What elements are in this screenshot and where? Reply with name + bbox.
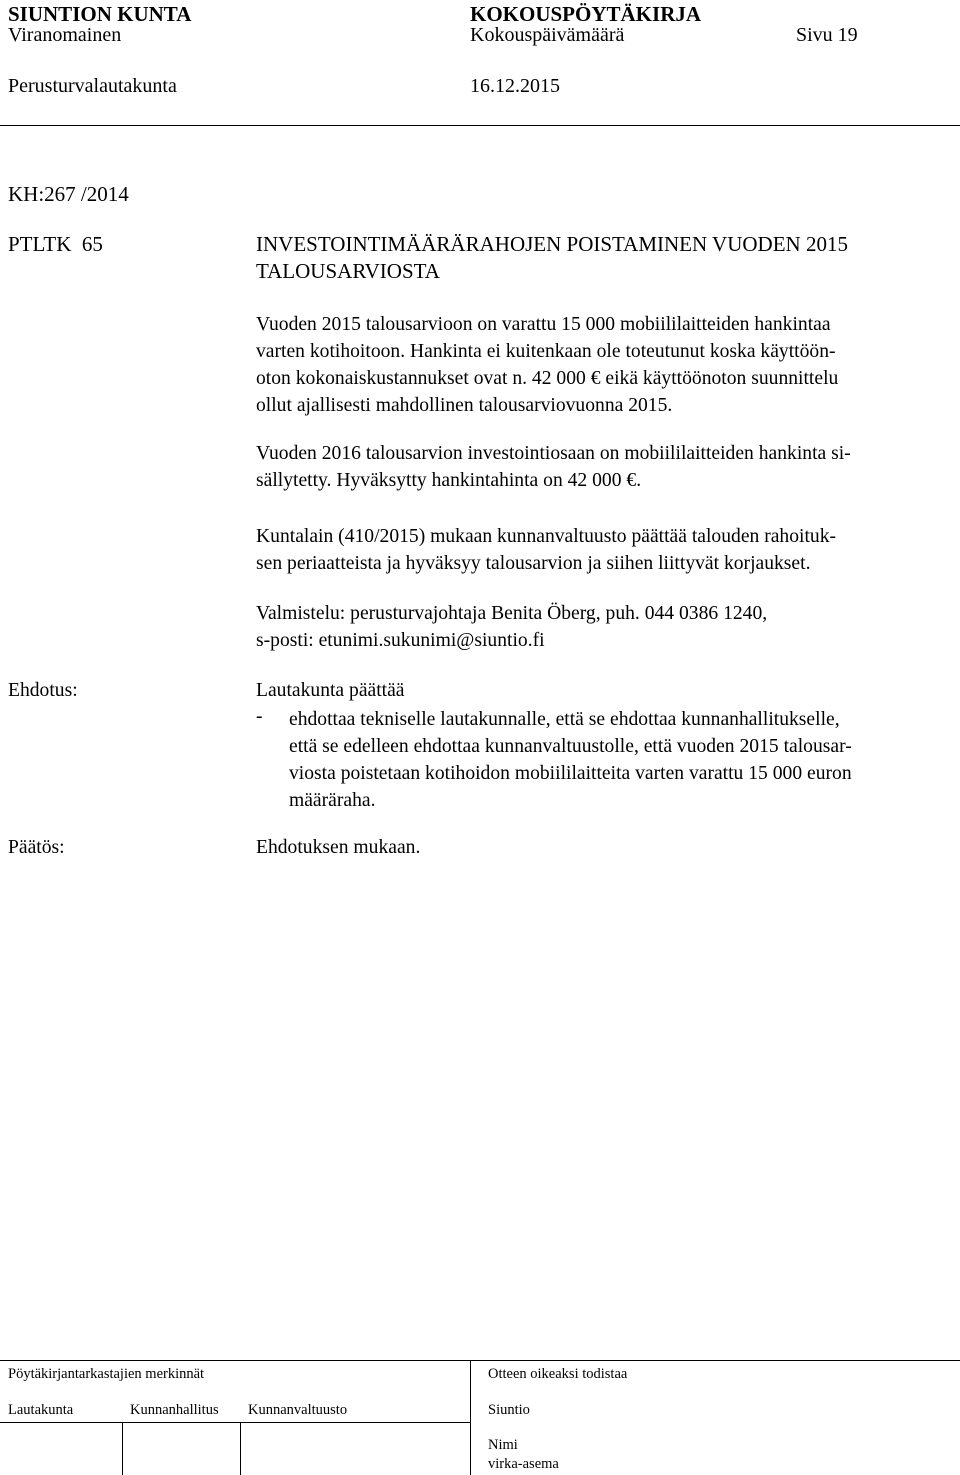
document-type: KOKOUSPÖYTÄKIRJA [470,2,702,26]
paragraph-line: sällytetty. Hyväksytty hankintahinta on 42 000 €. [256,470,642,491]
page-number: Sivu 19 [796,24,858,46]
proposal-line: ehdottaa tekniselle lautakunnalle, että se ehdottaa kunnanhallitukselle, [289,709,840,730]
paragraph-municipal-law [256,523,956,577]
header-divider [0,125,960,126]
decision-label: Päätös: [8,837,65,858]
case-title-line-2: TALOUSARVIOSTA [256,259,440,283]
footer-divider-2 [240,1422,241,1475]
proposal-label: Ehdotus: [8,680,78,701]
footer-place: Siuntio [488,1402,530,1418]
municipality-name: SIUNTION KUNTA [8,2,192,26]
footer-top-rule [0,1360,960,1361]
paragraph-preparation [256,600,956,654]
paragraph-line: oton kokonaiskustannukset ovat n. 42 000 € eikä käyttöönoton suunnittelu [256,368,839,389]
paragraph-background [256,311,956,419]
footer-divider-1 [122,1422,123,1475]
footer-col-council: Kunnanvaltuusto [248,1402,348,1418]
footer-position-label: virka-asema [488,1456,559,1472]
paragraph-line: Vuoden 2016 talousarvion investointiosaan on mobiililaitteiden hankinta si- [256,443,851,464]
footer-col-board: Lautakunta [8,1402,74,1418]
date-label: Kokouspäivämäärä [470,24,625,46]
authority-label: Viranomainen [8,24,122,46]
paragraph-line: ollut ajallisesti mahdollinen talousarviovuonna 2015. [256,395,673,416]
paragraph-line: Valmistelu: perusturvajohtaja Benita Öberg, puh. 044 0386 1240, [256,603,768,624]
paragraph-line: Kuntalain (410/2015) mukaan kunnanvaltuusto päättää talouden rahoituk- [256,526,837,547]
proposal-line: että se edelleen ehdottaa kunnanvaltuustolle, että vuoden 2015 talousar- [289,736,852,757]
proposal-text [289,706,949,814]
footer-certification-title: Otteen oikeaksi todistaa [488,1366,628,1382]
meeting-date: 16.12.2015 [470,75,560,97]
section-number: PTLTK 65 [8,232,103,256]
proposal-bullet: - [256,706,263,727]
paragraph-line: Vuoden 2015 talousarvioon on varattu 15 000 mobiililaitteiden hankintaa [256,314,831,335]
footer-signature-rule [0,1422,470,1423]
footer-name-label: Nimi [488,1437,518,1453]
authority-name: Perusturvalautakunta [8,75,177,97]
footer-reviewers-title: Pöytäkirjantarkastajien merkinnät [8,1366,205,1382]
footer-divider-center [470,1360,471,1475]
case-title-line-1: INVESTOINTIMÄÄRÄRAHOJEN POISTAMINEN VUODEN 2015 [256,232,848,256]
paragraph-budget-2016 [256,440,956,494]
proposal-line: määräraha. [289,790,376,811]
proposal-intro: Lautakunta päättää [256,680,405,701]
case-reference: KH:267 /2014 [8,182,129,206]
paragraph-line: sen periaatteista ja hyväksyy talousarvion ja siihen liittyvät korjaukset. [256,553,811,574]
paragraph-line: s-posti: etunimi.sukunimi@siuntio.fi [256,630,545,651]
footer-col-municipal-board: Kunnanhallitus [130,1402,219,1418]
paragraph-line: varten kotihoitoon. Hankinta ei kuitenkaan ole toteutunut koska käyttöön- [256,341,836,362]
decision-text: Ehdotuksen mukaan. [256,837,421,858]
proposal-line: viosta poistetaan kotihoidon mobiililaitteita varten varattu 15 000 euron [289,763,852,784]
